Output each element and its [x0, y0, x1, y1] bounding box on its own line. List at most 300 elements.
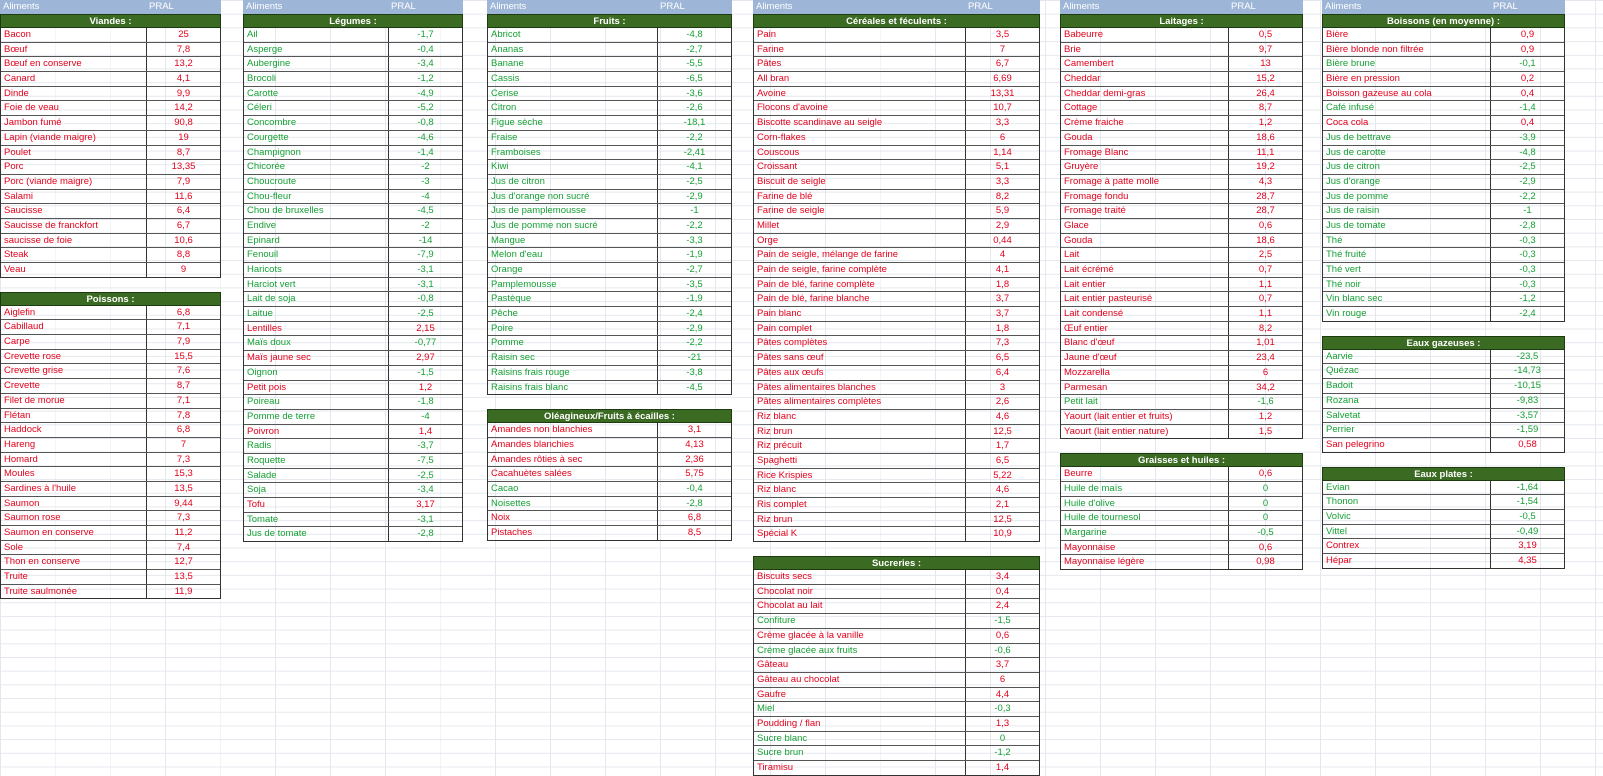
food-row: [1323, 42, 1564, 57]
pral-value: 1,8: [995, 322, 1010, 334]
food-row: [754, 424, 1039, 439]
pral-value: -1,6: [1257, 396, 1274, 408]
food-row: [1, 408, 220, 423]
food-name: Orange: [488, 263, 658, 277]
food-name: Citron: [488, 101, 658, 115]
food-name: Thé vert: [1323, 263, 1491, 277]
pral-value: 7,8: [176, 409, 191, 421]
pral-value: -2,5: [417, 469, 434, 481]
food-name: Dinde: [1, 87, 147, 101]
food-row: [488, 100, 731, 115]
food-row: [1, 349, 220, 364]
food-name: Pâtes alimentaires complètes: [754, 395, 966, 409]
food-name: Crevette rose: [1, 350, 147, 364]
pral-value: 9,44: [174, 497, 193, 509]
pral-value: 1,4: [995, 762, 1010, 773]
food-column-3: [487, 0, 732, 541]
food-name: Camembert: [1061, 57, 1229, 71]
food-name: Maïs doux: [244, 336, 389, 350]
food-row: [1323, 145, 1564, 160]
food-name: Pain de blé, farine blanche: [754, 292, 966, 306]
pral-value: 9,7: [1258, 43, 1273, 55]
pral-value: 10,9: [993, 528, 1012, 540]
food-row: [1061, 525, 1302, 540]
food-name: Tomate: [244, 513, 389, 527]
food-row: [1061, 467, 1302, 481]
food-name: Farine de blé: [754, 190, 966, 204]
food-row: [1, 525, 220, 540]
food-name: Courgette: [244, 131, 389, 145]
food-name: Saumon: [1, 497, 147, 511]
food-row: [488, 525, 731, 540]
pral-value: 7: [180, 438, 187, 450]
pral-value: 2,5: [1258, 249, 1273, 261]
food-row: [1323, 350, 1564, 364]
pral-value: 0: [999, 732, 1006, 744]
food-row: [1, 203, 220, 218]
section-title: Fruits :: [487, 14, 732, 28]
food-name: Tofu: [244, 498, 389, 512]
pral-value: 6,7: [995, 58, 1010, 70]
food-row: [1323, 174, 1564, 189]
pral-value: 13,2: [174, 58, 193, 70]
food-name: Ananas: [488, 43, 658, 57]
food-row: [244, 203, 462, 218]
food-name: Brocoli: [244, 72, 389, 86]
food-row: [1, 334, 220, 349]
food-name: Lentilles: [244, 322, 389, 336]
food-row: [244, 468, 462, 483]
food-name: Badoit: [1323, 379, 1491, 393]
column-header: [1322, 0, 1565, 14]
food-row: [1323, 100, 1564, 115]
food-row: [754, 409, 1039, 424]
food-row: [1061, 71, 1302, 86]
food-name: Lait condensé: [1061, 307, 1229, 321]
pral-value: -1,9: [686, 293, 703, 305]
food-name: Jaune d'œuf: [1061, 351, 1229, 365]
food-name: Soja: [244, 483, 389, 497]
food-row: [1, 42, 220, 57]
food-row: [1323, 56, 1564, 71]
food-name: Poivron: [244, 425, 389, 439]
food-name: Cacahuètes salées: [488, 467, 658, 481]
food-name: Cabillaud: [1, 320, 147, 334]
food-row: [754, 71, 1039, 86]
food-row: [754, 643, 1039, 658]
pral-value: -2,8: [686, 497, 703, 509]
pral-value: 19,2: [1256, 161, 1275, 173]
food-name: Noisettes: [488, 497, 658, 511]
pral-value: 0,4: [1520, 117, 1535, 129]
pral-header: PRAL: [391, 1, 416, 12]
pral-value: 8,5: [687, 527, 702, 538]
pral-value: -4,8: [686, 29, 703, 40]
food-row: [1323, 481, 1564, 495]
pral-value: -0,3: [1519, 249, 1536, 261]
food-name: Huile de maïs: [1061, 482, 1229, 496]
food-name: Canard: [1, 72, 147, 86]
pral-value: 2,9: [995, 219, 1010, 231]
aliments-header: Aliments: [490, 1, 527, 12]
food-name: Hareng: [1, 438, 147, 452]
food-row: [754, 306, 1039, 321]
food-row: [1061, 189, 1302, 204]
pral-value: 5,75: [685, 468, 704, 480]
food-name: Couscous: [754, 146, 966, 160]
food-name: Pâtes alimentaires blanches: [754, 381, 966, 395]
pral-value: 2,97: [416, 352, 435, 364]
food-name: Jus de carotte: [1323, 146, 1491, 160]
food-name: Bacon: [1, 28, 147, 42]
pral-value: -0,1: [1519, 58, 1536, 70]
pral-value: 1,1: [1258, 308, 1273, 320]
food-row: [244, 306, 462, 321]
pral-value: -4,8: [1519, 146, 1536, 158]
food-name: Farine de seigle: [754, 204, 966, 218]
food-name: Fromage fondu: [1061, 190, 1229, 204]
pral-value: -1,59: [1516, 424, 1539, 436]
food-name: Jus de citron: [488, 175, 658, 189]
food-column-6: [1322, 0, 1565, 569]
food-name: Lapin (viande maigre): [1, 131, 147, 145]
food-row: [1061, 203, 1302, 218]
pral-value: -2,5: [417, 308, 434, 320]
food-table: [487, 28, 732, 395]
pral-value: 1,4: [418, 425, 433, 437]
pral-value: 7,6: [176, 365, 191, 377]
food-name: Pâtes complètes: [754, 336, 966, 350]
pral-value: -1,8: [417, 396, 434, 408]
pral-value: -1,7: [417, 29, 434, 40]
food-row: [244, 159, 462, 174]
pral-value: 2,4: [995, 600, 1010, 612]
pral-value: 6: [1262, 366, 1269, 378]
food-row: [754, 701, 1039, 716]
food-name: Fraise: [488, 131, 658, 145]
food-row: [1, 584, 220, 599]
food-row: [754, 189, 1039, 204]
pral-value: 8,2: [995, 190, 1010, 202]
pral-value: 9,9: [176, 87, 191, 99]
food-name: Endive: [244, 219, 389, 233]
food-name: Radis: [244, 439, 389, 453]
section-gap: [753, 542, 1040, 556]
food-row: [488, 174, 731, 189]
pral-value: -0,3: [994, 703, 1011, 715]
food-row: [754, 233, 1039, 248]
food-row: [244, 438, 462, 453]
food-row: [1323, 378, 1564, 393]
section-title: Eaux plates :: [1322, 467, 1565, 481]
pral-value: -2,9: [686, 190, 703, 202]
food-row: [244, 262, 462, 277]
food-name: Pain: [754, 28, 966, 42]
food-name: Gouda: [1061, 234, 1229, 248]
food-row: [1323, 393, 1564, 408]
food-row: [488, 42, 731, 57]
food-row: [488, 365, 731, 380]
food-row: [1323, 509, 1564, 524]
pral-value: 3,7: [995, 293, 1010, 305]
pral-value: -2,2: [686, 219, 703, 231]
food-row: [244, 42, 462, 57]
food-name: Glace: [1061, 219, 1229, 233]
food-row: [244, 482, 462, 497]
food-name: Gaufre: [754, 688, 966, 702]
pral-value: -1,4: [417, 146, 434, 158]
pral-value: -2: [421, 161, 430, 173]
pral-value: 4,6: [995, 410, 1010, 422]
food-name: Margarine: [1061, 526, 1229, 540]
food-name: Jus d'orange non sucré: [488, 190, 658, 204]
food-row: [1, 28, 220, 42]
pral-value: -9,83: [1516, 394, 1539, 406]
food-row: [754, 526, 1039, 541]
food-name: Thé noir: [1323, 278, 1491, 292]
food-name: Cassis: [488, 72, 658, 86]
food-name: Sucre blanc: [754, 732, 966, 746]
food-name: Pomme: [488, 336, 658, 350]
food-name: Huile de tournesol: [1061, 511, 1229, 525]
food-row: [488, 115, 731, 130]
food-name: Farine: [754, 43, 966, 57]
food-name: Pistaches: [488, 526, 658, 540]
food-row: [754, 613, 1039, 628]
food-row: [1061, 306, 1302, 321]
food-row: [754, 174, 1039, 189]
food-name: Haddock: [1, 423, 147, 437]
food-name: Ris complet: [754, 498, 966, 512]
pral-value: -2,4: [1519, 308, 1536, 320]
pral-value: 4: [999, 249, 1006, 261]
food-name: Melon d'eau: [488, 248, 658, 262]
food-name: Chou de bruxelles: [244, 204, 389, 218]
pral-value: 9: [180, 264, 187, 275]
food-row: [1061, 262, 1302, 277]
food-name: Bière en pression: [1323, 72, 1491, 86]
food-name: Vittel: [1323, 525, 1491, 539]
food-row: [1, 100, 220, 115]
food-row: [754, 28, 1039, 42]
pral-value: -3,6: [686, 87, 703, 99]
food-row: [488, 262, 731, 277]
food-name: Mozzarella: [1061, 366, 1229, 380]
food-row: [244, 71, 462, 86]
food-name: Bœuf: [1, 43, 147, 57]
food-name: Pêche: [488, 307, 658, 321]
food-row: [754, 745, 1039, 760]
food-name: Lait entier pasteurisé: [1061, 292, 1229, 306]
food-row: [1061, 86, 1302, 101]
pral-value: 11,9: [174, 585, 193, 597]
pral-value: -3,7: [417, 440, 434, 452]
food-row: [1, 393, 220, 408]
food-name: Mangue: [488, 234, 658, 248]
pral-header: PRAL: [149, 1, 174, 12]
food-name: Cacao: [488, 482, 658, 496]
food-row: [1, 452, 220, 467]
pral-value: 26,4: [1256, 87, 1275, 99]
food-name: Raisins frais blanc: [488, 381, 658, 395]
pral-value: 6,8: [176, 306, 191, 318]
food-name: Lait de soja: [244, 292, 389, 306]
food-name: Jus de tomate: [244, 527, 389, 541]
food-row: [488, 423, 731, 437]
pral-value: 4,3: [1258, 175, 1273, 187]
food-name: Saucisse: [1, 204, 147, 218]
section-title: Laitages :: [1060, 14, 1303, 28]
pral-value: -2,7: [686, 264, 703, 275]
food-row: [1, 378, 220, 393]
food-row: [1, 174, 220, 189]
food-row: [1061, 218, 1302, 233]
food-name: Bière brune: [1323, 57, 1491, 71]
pral-value: 1,8: [995, 278, 1010, 290]
food-name: Jus d'orange: [1323, 175, 1491, 189]
food-name: Biscotte scandinave au seigle: [754, 116, 966, 130]
pral-value: 4,6: [995, 484, 1010, 496]
pral-value: -10,15: [1514, 380, 1541, 392]
food-name: Lait écrémé: [1061, 263, 1229, 277]
food-row: [1323, 233, 1564, 248]
pral-value: 6: [999, 673, 1006, 685]
food-name: Riz blanc: [754, 483, 966, 497]
pral-value: 1,1: [1258, 278, 1273, 290]
food-row: [1323, 422, 1564, 437]
food-row: [488, 306, 731, 321]
food-name: Veau: [1, 263, 147, 277]
pral-value: -2,2: [686, 337, 703, 349]
food-name: Vin rouge: [1323, 307, 1491, 321]
food-row: [488, 130, 731, 145]
pral-value: -3,9: [1519, 131, 1536, 143]
food-row: [754, 760, 1039, 775]
pral-value: -0,3: [1519, 278, 1536, 290]
food-name: Café infusé: [1323, 101, 1491, 115]
food-row: [754, 100, 1039, 115]
column-header: [753, 0, 1040, 14]
food-column-5: [1060, 0, 1303, 570]
food-row: [244, 233, 462, 248]
pral-value: -23,5: [1516, 350, 1539, 362]
food-row: [488, 277, 731, 292]
food-row: [1061, 42, 1302, 57]
pral-value: -2,5: [1519, 161, 1536, 173]
food-row: [754, 731, 1039, 746]
food-name: Harciot vert: [244, 278, 389, 292]
pral-value: 0,6: [1258, 468, 1273, 480]
food-name: Framboises: [488, 146, 658, 160]
pral-value: -0,5: [1257, 527, 1274, 538]
food-name: Chicorée: [244, 160, 389, 174]
food-row: [754, 512, 1039, 527]
food-row: [1, 262, 220, 277]
food-name: Riz précuit: [754, 439, 966, 453]
food-row: [754, 115, 1039, 130]
food-row: [754, 716, 1039, 731]
food-name: Ail: [244, 28, 389, 42]
aliments-header: Aliments: [246, 1, 283, 12]
food-row: [1, 554, 220, 569]
food-row: [754, 203, 1039, 218]
pral-value: 19: [178, 131, 189, 143]
pral-value: 0,6: [1258, 541, 1273, 553]
food-name: Aarvie: [1323, 350, 1491, 364]
food-name: Noix: [488, 511, 658, 525]
food-name: Sole: [1, 541, 147, 555]
food-name: Yaourt (lait entier et fruits): [1061, 410, 1229, 424]
pral-value: 0,5: [1258, 29, 1273, 40]
food-row: [488, 291, 731, 306]
food-name: Biscuits secs: [754, 570, 966, 584]
pral-header: PRAL: [660, 1, 685, 12]
food-row: [1, 540, 220, 555]
food-row: [244, 174, 462, 189]
food-name: Vin blanc sec: [1323, 292, 1491, 306]
pral-value: 6,8: [176, 424, 191, 436]
food-name: Biscuit de seigle: [754, 175, 966, 189]
food-name: Chou-fleur: [244, 190, 389, 204]
pral-value: 5,9: [995, 205, 1010, 217]
food-name: Pâtes aux œufs: [754, 366, 966, 380]
food-name: Abricot: [488, 28, 658, 42]
food-name: Gouda: [1061, 131, 1229, 145]
food-name: Porc (viande maigre): [1, 175, 147, 189]
food-row: [244, 512, 462, 527]
pral-value: 6,8: [687, 512, 702, 524]
food-row: [244, 28, 462, 42]
food-name: Croissant: [754, 160, 966, 174]
food-name: Jambon fumé: [1, 116, 147, 130]
food-row: [1061, 365, 1302, 380]
food-row: [488, 496, 731, 511]
food-name: Jus de tomate: [1323, 219, 1491, 233]
pral-value: 2,1: [995, 499, 1010, 510]
food-name: Salvetat: [1323, 409, 1491, 423]
pral-value: 0,2: [1520, 73, 1535, 85]
food-name: Flocons d'avoine: [754, 101, 966, 115]
section-title: Céréales et féculents :: [753, 14, 1040, 28]
food-name: Beurre: [1061, 467, 1229, 481]
food-row: [488, 56, 731, 71]
food-name: saucisse de foie: [1, 234, 147, 248]
pral-value: 7,3: [176, 453, 191, 465]
pral-value: -0,3: [1519, 264, 1536, 275]
food-row: [1323, 277, 1564, 292]
food-row: [1061, 321, 1302, 336]
column-header: [1060, 0, 1303, 14]
food-row: [754, 159, 1039, 174]
food-row: [1061, 496, 1302, 511]
food-name: Hépar: [1323, 554, 1491, 568]
food-row: [754, 628, 1039, 643]
food-row: [1323, 553, 1564, 568]
pral-header: PRAL: [968, 1, 993, 12]
food-row: [244, 100, 462, 115]
pral-value: 15,3: [174, 468, 193, 480]
food-name: Rice Krispies: [754, 469, 966, 483]
food-row: [244, 189, 462, 204]
pral-value: -7,9: [417, 249, 434, 261]
food-row: [488, 350, 731, 365]
food-row: [1, 496, 220, 511]
aliments-header: Aliments: [3, 1, 40, 12]
pral-value: -2,7: [686, 43, 703, 55]
pral-value: 1,3: [995, 717, 1010, 729]
pral-value: 8,8: [176, 249, 191, 261]
food-row: [1, 437, 220, 452]
